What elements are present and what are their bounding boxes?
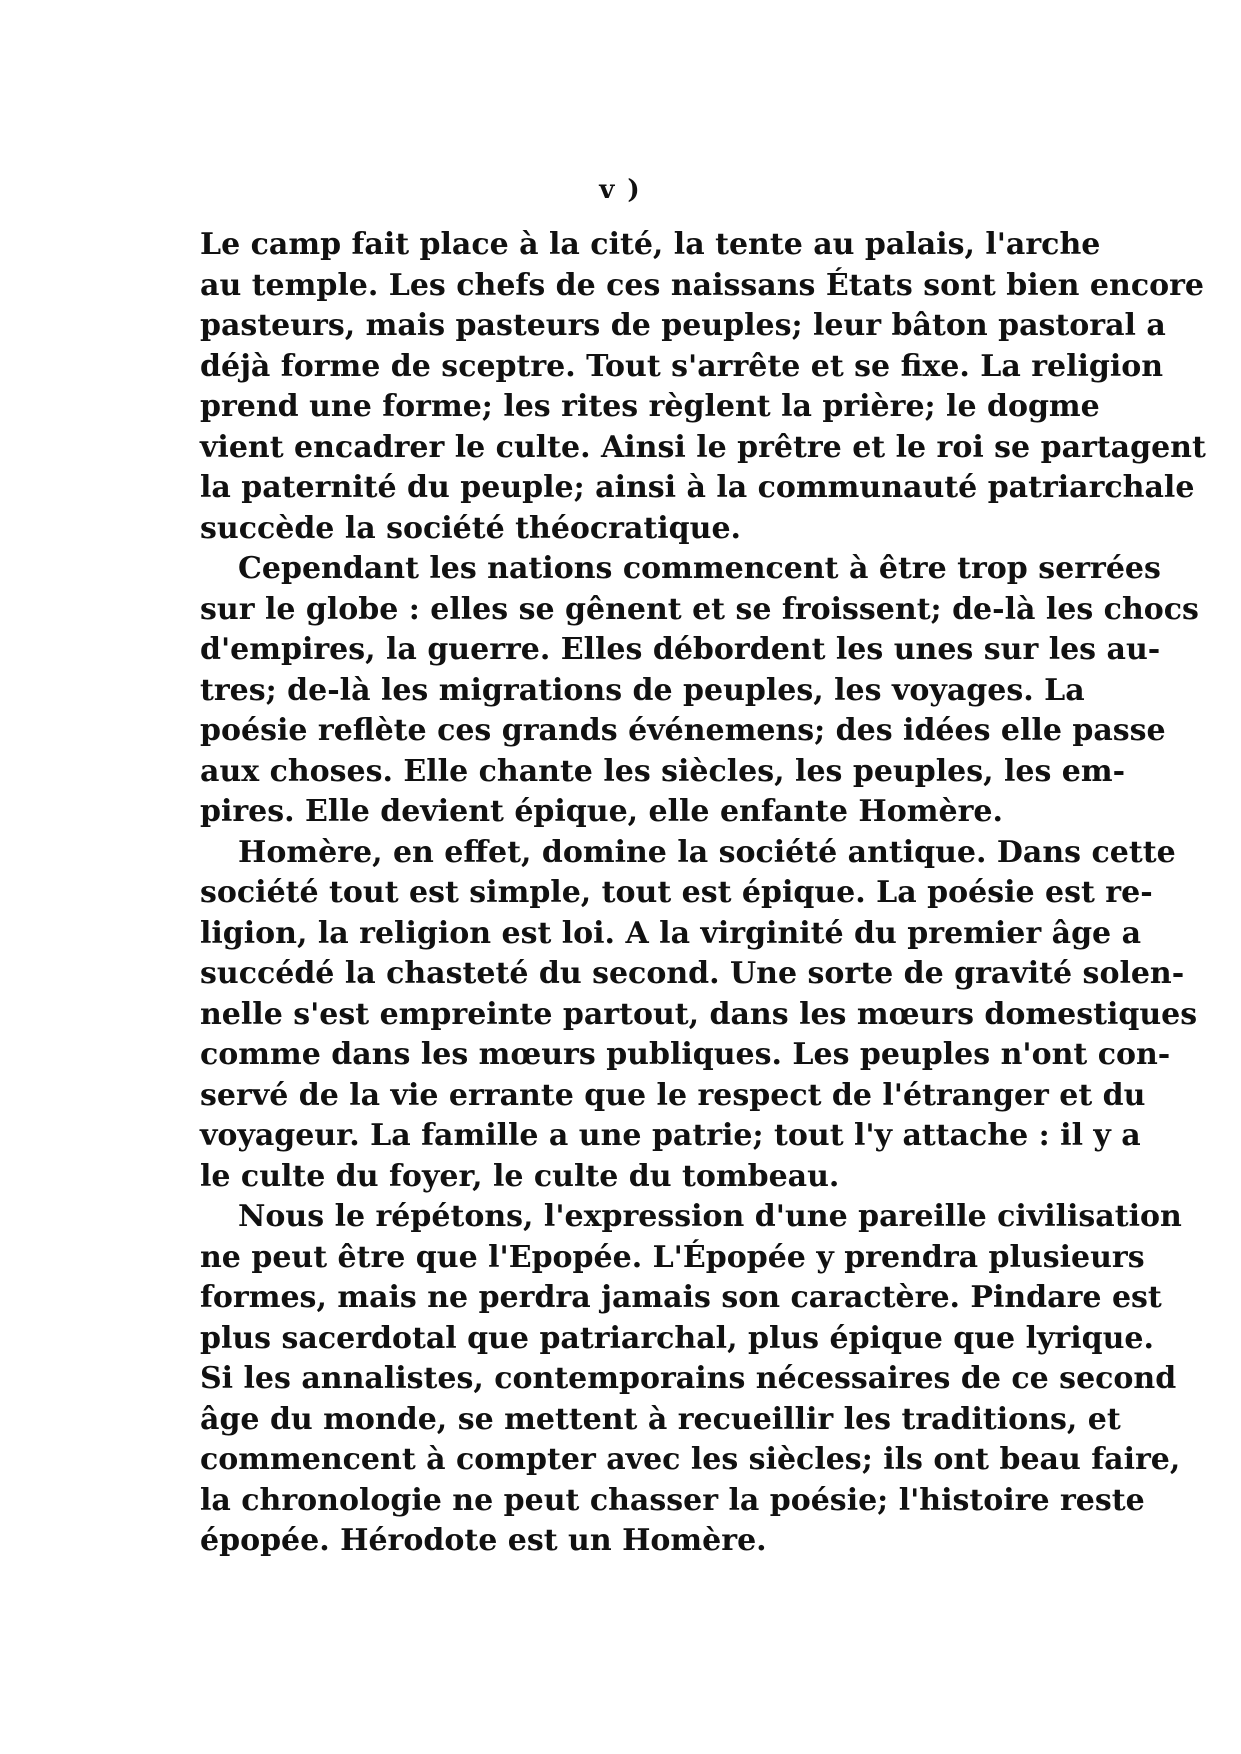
text-line: Si les annalistes, contemporains nécessaires de ce second xyxy=(200,1361,1177,1396)
text-line: tres; de-là les migrations de peuples, les voyages. La xyxy=(200,672,1085,708)
text-line: le culte du foyer, le culte du tombeau. xyxy=(200,1158,840,1194)
text-line: ligion, la religion est loi. A la virginité du premier âge a xyxy=(200,915,1142,951)
text-line: formes, mais ne perdra jamais son caractère. Pindare est xyxy=(200,1280,1162,1315)
text-line: la chronologie ne peut chasser la poésie; l'histoire reste xyxy=(200,1482,1145,1518)
text-line: Nous le répétons, l'expression d'une pareille civilisation xyxy=(238,1199,1182,1234)
paragraph xyxy=(200,225,1206,549)
text-line: comme dans les mœurs publiques. Les peuples n'ont con- xyxy=(200,1037,1171,1072)
text-line: succède la société théocratique. xyxy=(200,510,741,546)
text-line: plus sacerdotal que patriarchal, plus épique que lyrique. xyxy=(200,1320,1154,1356)
text-line: Homère, en effet, domine la société antique. Dans cette xyxy=(238,834,1176,870)
paragraph xyxy=(200,833,1198,1198)
text-line: déjà forme de sceptre. Tout s'arrête et se fixe. La religion xyxy=(200,348,1164,384)
text-line: prend une forme; les rites règlent la prière; le dogme xyxy=(200,389,1100,424)
text-line: au temple. Les chefs de ces naissans États sont bien encore xyxy=(200,267,1205,303)
text-line: voyageur. La famille a une patrie; tout l'y attache : il y a xyxy=(200,1118,1141,1153)
page-number-header: v ) xyxy=(599,175,642,205)
text-line: pasteurs, mais pasteurs de peuples; leur bâton pastoral a xyxy=(200,308,1166,343)
text-line: d'empires, la guerre. Elles débordent les unes sur les au- xyxy=(200,632,1161,667)
paragraph xyxy=(200,549,1199,833)
text-line: aux choses. Elle chante les siècles, les peuples, les em- xyxy=(200,753,1126,789)
text-line: succédé la chasteté du second. Une sorte de gravité solen- xyxy=(200,956,1185,991)
text-line: poésie reflète ces grands événemens; des idées elle passe xyxy=(200,713,1166,748)
text-line: pires. Elle devient épique, elle enfante Homère. xyxy=(200,794,1003,829)
text-line: société tout est simple, tout est épique. La poésie est re- xyxy=(200,875,1153,910)
body-text xyxy=(200,225,1206,1562)
text-line: Cependant les nations commencent à être trop serrées xyxy=(238,551,1161,586)
text-line: commencent à compter avec les siècles; ils ont beau faire, xyxy=(200,1442,1181,1477)
text-line: âge du monde, se mettent à recueillir les traditions, et xyxy=(200,1401,1121,1437)
paragraph xyxy=(200,1197,1182,1562)
text-line: servé de la vie errante que le respect de l'étranger et du xyxy=(200,1077,1146,1113)
text-line: la paternité du peuple; ainsi à la communauté patriarchale xyxy=(200,470,1195,505)
text-line: nelle s'est empreinte partout, dans les mœurs domestiques xyxy=(200,996,1198,1032)
text-line: Le camp fait place à la cité, la tente au palais, l'arche xyxy=(200,227,1101,262)
text-line: ne peut être que l'Epopée. L'Épopée y prendra plusieurs xyxy=(200,1239,1145,1275)
text-line: épopée. Hérodote est un Homère. xyxy=(200,1523,767,1558)
text-line: vient encadrer le culte. Ainsi le prêtre et le roi se partagent xyxy=(200,429,1206,465)
text-line: sur le globe : elles se gênent et se froissent; de-là les chocs xyxy=(200,591,1199,627)
